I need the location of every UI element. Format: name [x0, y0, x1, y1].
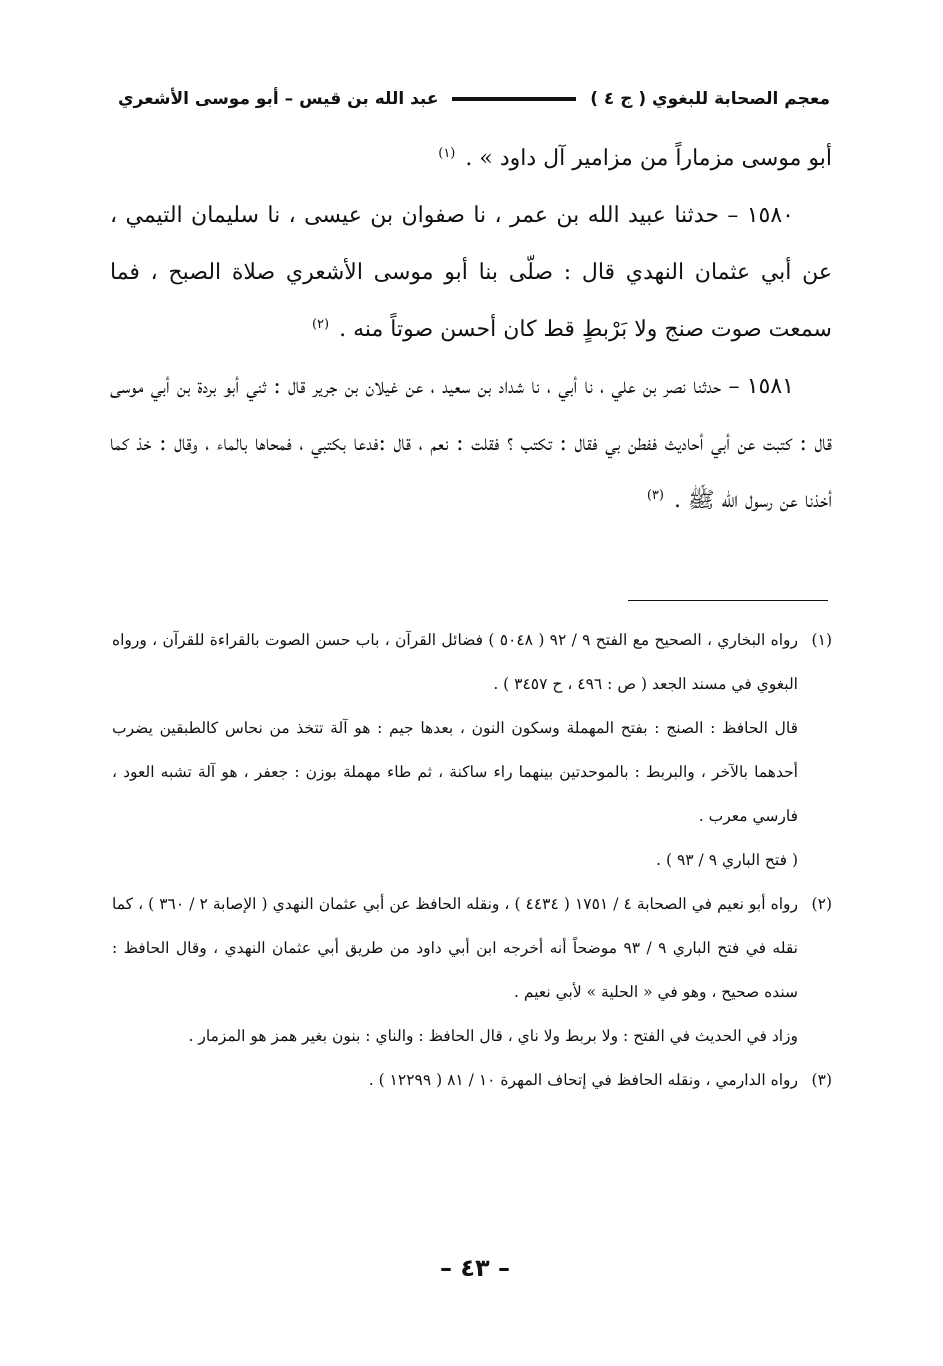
footnote-number: (٣)	[811, 1071, 832, 1089]
footnote-3	[112, 1058, 832, 1102]
footnote-line: رواه الدارمي ، ونقله الحافظ في إتحاف المهرة ١٠ / ٨١ ( ١٢٢٩٩ ) .	[368, 1071, 798, 1089]
main-text	[110, 130, 832, 529]
footnote-2	[112, 882, 832, 1058]
footnote-line: ( فتح الباري ٩ / ٩٣ ) .	[656, 851, 798, 869]
chapter-title: عبد الله بن قيس – أبو موسى الأشعري	[118, 89, 439, 109]
paragraph-text: ١٥٨٠ – حدثنا عبيد الله بن عمر ، نا صفوان بن عيسى ، نا سليمان التيمي ، عن أبي عثمان النهدي قال : صلّى بنا أبو موسى الأشعري صلاة الصبح ، فما سمعت صوت صنج ولا بَرْبطٍ قط كان أحسن صوتاً منه .	[110, 203, 832, 342]
footnotes	[112, 618, 832, 1102]
footnote-number: (٢)	[811, 895, 832, 913]
footnote-number: (١)	[811, 631, 832, 649]
footnote-separator	[628, 600, 828, 601]
footnote-ref[interactable]: (١)	[438, 145, 456, 161]
paragraph-text: أبو موسى مزماراً من مزامير آل داود » .	[465, 146, 832, 171]
footnote-line: رواه أبو نعيم في الصحابة ٤ / ١٧٥١ ( ٤٤٣٤ ) ، ونقله الحافظ عن أبي عثمان النهدي ( الإصابة ٢ / ٣٦٠ ) ، كما نقله في فتح الباري ٩ / ٩٣ موضحاً أنه أخرجه ابن أبي داود من طريق أبي عثمان النهدي ، وقال الحافظ : سنده صحيح ، وهو في « الحلية » لأبي نعيم .	[112, 895, 798, 1001]
running-header	[118, 82, 830, 116]
header-rule	[452, 97, 576, 101]
book-title: معجم الصحابة للبغوي ( ج ٤ )	[590, 89, 830, 109]
footnote-line: رواه البخاري ، الصحيح مع الفتح ٩ / ٩٢ ( ٥٠٤٨ ) فضائل القرآن ، باب حسن الصوت بالقراءة للقرآن ، ورواه البغوي في مسند الجعد ( ص : ٤٩٦ ، ح ٣٤٥٧ ) .	[112, 631, 799, 693]
footnote-1	[112, 618, 832, 882]
paragraph-continuation	[110, 130, 832, 187]
footnote-ref[interactable]: (٣)	[646, 487, 664, 503]
footnote-line: قال الحافظ : الصنج : بفتح المهملة وسكون النون ، بعدها جيم : هو آلة تتخذ من نحاس كالطبقين يضرب أحدهما بالآخر ، والبربط : بالموحدتين بينهما راء ساكنة ، ثم طاء مهملة بوزن : جعفر ، هو آلة تشبه العود ، فارسي معرب .	[112, 719, 798, 825]
paragraph-text: ١٥٨١ – حدثنا نصر بن علي ، نا أبي ، نا شداد بن سعيد ، عن غيلان بن جرير قال : ثني أبو بردة بن أبي موسى قال : كتبت عن أبي أحاديث ففطن بي فقال : تكتب ؟ فقلت : نعم ، قال :فدعا بكتبي ، فمحاها بالماء ، وقال : خذ كما أخذنا عن رسول الله ﷺ .	[110, 374, 832, 513]
footnote-ref[interactable]: (٢)	[311, 316, 330, 332]
hadith-1581	[110, 358, 832, 529]
footnote-line: وزاد في الحديث في الفتح : ولا بربط ولا ناي ، قال الحافظ : والناي : بنون بغير همز هو المزمار .	[188, 1027, 798, 1045]
page-number: – ٤٣ –	[439, 1254, 510, 1282]
hadith-1580	[110, 187, 832, 358]
